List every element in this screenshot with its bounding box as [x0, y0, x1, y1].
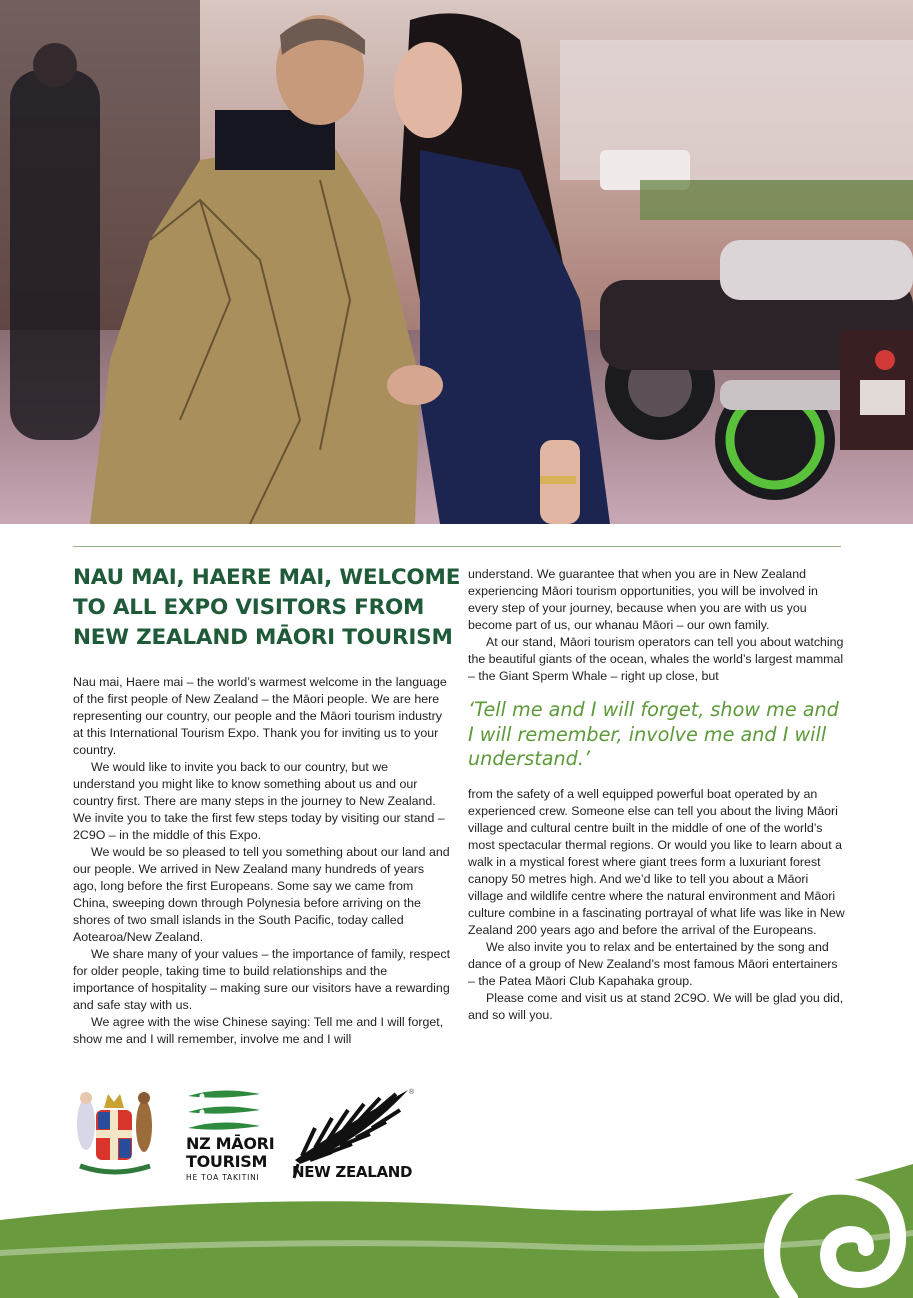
body-column-right-bottom: [468, 786, 846, 1024]
footer-wave: [0, 1150, 913, 1298]
body-column-left: [73, 674, 451, 1048]
headline: NAU MAI, HAERE MAI, WELCOME TO ALL EXPO VISITORS FROM NEW ZEALAND MĀORI TOURISM: [73, 565, 461, 650]
paragraph: At our stand, Māori tourism operators can tell you about watching the beautiful giants of the ocean, whales the world’s largest mammal – the Giant Sperm Whale – right up close, but: [468, 635, 844, 683]
paragraph: Please come and visit us at stand 2C9O. We will be glad you did, and so will you.: [468, 991, 844, 1022]
paragraph: We share many of your values – the importance of family, respect for older people, taking time to build relationships and the importance of hospitality – making sure our visitors have a rewarding and safe stay with us.: [73, 947, 451, 1012]
hongi-greeting-photo: [0, 0, 913, 524]
body-column-right-top: [468, 566, 846, 685]
paragraph: We would like to invite you back to our country, but we understand you might like to know something about us and our country first. There are many steps in the journey to New Zealand. We invite you to take the first few steps today by visiting our stand – 2C9O – in the middle of this Expo.: [73, 760, 445, 842]
maori-tourism-line2: TOURISM: [186, 1152, 268, 1171]
divider-rule: [73, 546, 841, 547]
maori-tourism-line1: NZ MĀORI: [186, 1134, 275, 1153]
new-zealand-wordmark: NEW ZEALAND: [292, 1163, 413, 1181]
paragraph: We would be so pleased to tell you something about our land and our people. We arrived in New Zealand many hundreds of years ago, long before the first Europeans. Some say we came from China, sweeping down through Polynesia before arriving on the shores of two small islands in the South Pacific, today called Aotearoa/New Zealand.: [73, 845, 450, 944]
paragraph: Nau mai, Haere mai – the world’s warmest welcome in the language of the first people of New Zealand – the Māori people. We are here representing our country, our people and the Māori tourism industry at this International Tourism Expo. Thank you for inviting us to your country.: [73, 675, 447, 757]
pull-quote: ‘Tell me and I will forget, show me and I will remember, involve me and I will understand.’: [468, 698, 839, 770]
hero-photo: [0, 0, 913, 524]
paragraph: We also invite you to relax and be entertained by the song and dance of a group of New Zealand’s most famous Māori entertainers – the Patea Māori Club Kapahaka group.: [468, 940, 838, 988]
registered-mark: ®: [409, 1089, 415, 1096]
paragraph: from the safety of a well equipped powerful boat operated by an experienced crew. Someone else can tell you about the living Māori village and cultural centre built in the middle of one of the world’s most spectacular thermal regions. Or would you like to learn about a walk in a mystical forest where giant trees form a luxuriant forest canopy 50 metres high. And we’d like to tell you about a Māori village and wildlife centre where the natural environment and Māori culture combine in a fascinating portrayal of what life was like in New Zealand 200 years ago and before the arrival of the Europeans.: [468, 787, 845, 937]
maori-tourism-icon: [188, 1090, 260, 1129]
paragraph: understand. We guarantee that when you are in New Zealand experiencing Māori tourism opportunities, you will be involved in every step of your journey, because when you are with us you become part of us, our whanau Māori – our own family.: [468, 567, 818, 632]
paragraph: We agree with the wise Chinese saying: Tell me and I will forget, show me and I will remember, involve me and I will: [73, 1015, 444, 1046]
maori-tourism-tagline: HE TOA TAKITINI: [186, 1173, 260, 1182]
